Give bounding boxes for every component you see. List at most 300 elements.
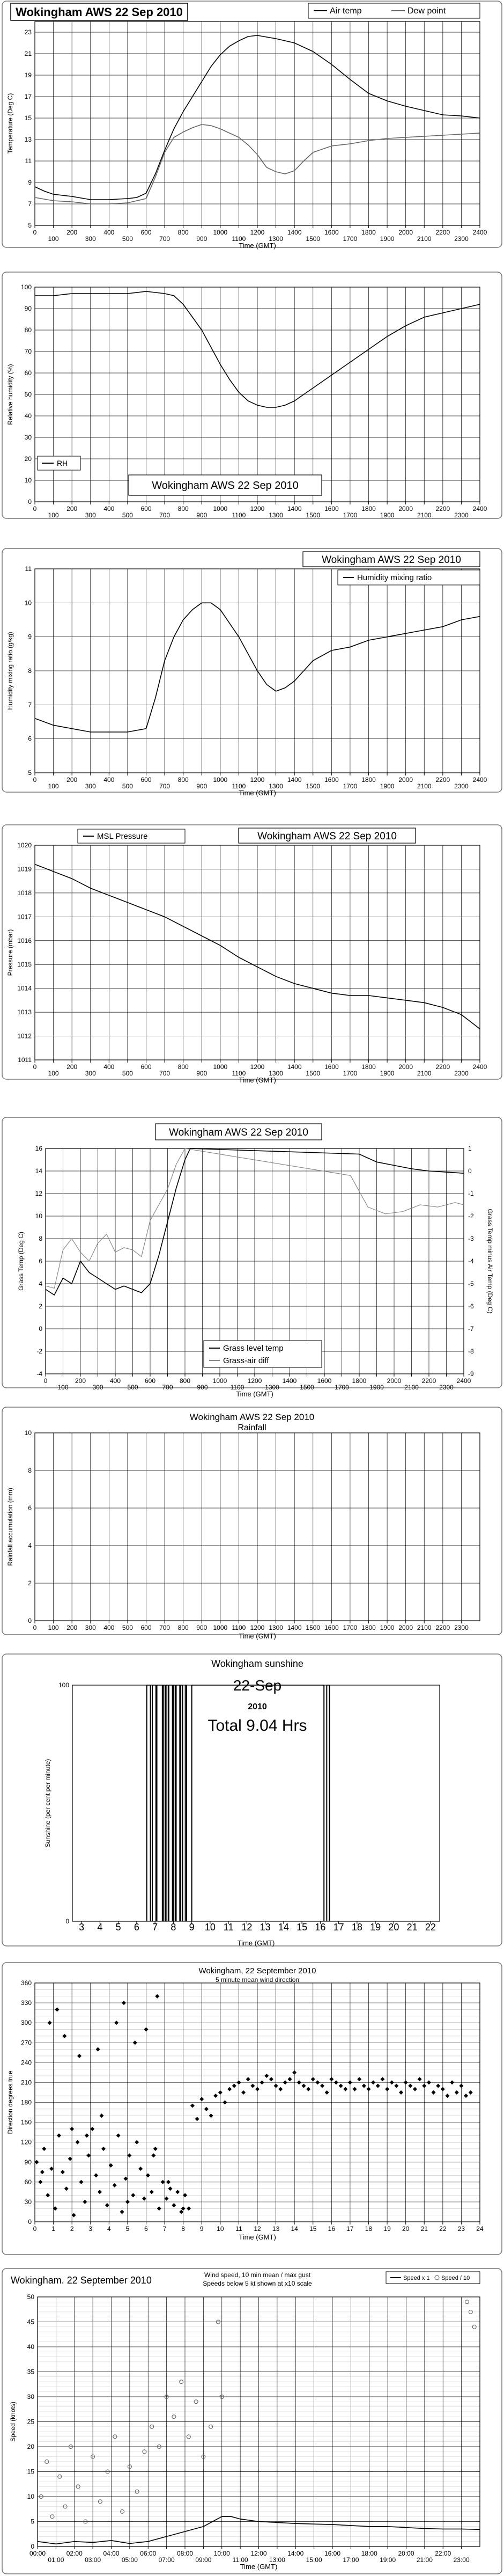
x-tick-label: 1100	[232, 1624, 246, 1631]
x-tick-label: 13	[272, 2225, 280, 2233]
x-tick-label: 0	[33, 229, 37, 236]
chart-9	[0, 2267, 504, 2576]
x-tick-label: 0	[43, 1377, 48, 1385]
x-tick-label: 100	[48, 235, 59, 243]
x-tick-label: 3	[88, 2225, 93, 2233]
x-tick-label: 900	[196, 511, 207, 519]
y-right-tick-label: -3	[468, 1235, 474, 1242]
y-tick-label: 1014	[17, 984, 32, 992]
x-tick-label: 0	[33, 505, 37, 513]
x-tick-label: 1400	[287, 1063, 302, 1071]
x-tick-label: 2300	[454, 235, 469, 243]
panel-frame	[2, 1654, 502, 1946]
x-tick-label: 5	[125, 2225, 130, 2233]
x-tick-label: 1400	[282, 1377, 297, 1385]
x-tick-label: 14:00	[287, 2550, 304, 2557]
x-tick-label: 500	[122, 511, 133, 519]
x-tick-label: 600	[140, 1624, 152, 1631]
y-tick-label: 10	[24, 477, 32, 484]
x-tick-label: 08:00	[176, 2550, 194, 2557]
chart-6	[0, 1406, 504, 1640]
x-tick-label: 05:00	[121, 2556, 138, 2564]
y-tick-label: 8	[28, 667, 32, 675]
x-tick-label: 0	[33, 1063, 37, 1071]
x-tick-label: 300	[85, 1070, 96, 1077]
x-tick-label: 2200	[435, 1063, 450, 1071]
chart-title: Wokingham AWS 22 Sep 2010	[169, 1127, 308, 1138]
y-tick-label: 16	[35, 1145, 42, 1152]
chart-4	[0, 824, 504, 1084]
y-tick-label: 1020	[17, 841, 32, 849]
x-tick-label: 17:00	[343, 2556, 359, 2564]
x-tick-label: 1200	[250, 1624, 265, 1631]
x-tick-label: 1200	[250, 776, 265, 784]
x-tick-label: 6	[144, 2225, 148, 2233]
x-tick-label: 1700	[343, 511, 358, 519]
x-tick-label: 1300	[269, 511, 283, 519]
x-tick-label: 19	[370, 1922, 381, 1933]
x-tick-label: 2400	[472, 1063, 487, 1071]
y-right-axis-title: Grass Temp minus Air Temp (Deg C)	[486, 1209, 494, 1314]
x-tick-label: 1000	[213, 776, 228, 784]
x-tick-label: 12	[241, 1922, 253, 1933]
x-tick-label: 17	[333, 1922, 344, 1933]
x-tick-label: 8	[181, 2225, 186, 2233]
x-tick-label: 800	[179, 1377, 191, 1385]
x-tick-label: 1200	[247, 1377, 262, 1385]
x-tick-label: 2200	[435, 1624, 450, 1631]
y-tick-label: 90	[24, 2158, 32, 2166]
y-axis-title: Temperature (Deg C)	[6, 93, 14, 154]
x-tick-label: 23	[457, 2225, 465, 2233]
y-tick-label: 30	[27, 2393, 34, 2401]
x-tick-label: 800	[177, 1063, 189, 1071]
x-tick-label: 100	[48, 782, 59, 790]
y-tick-label: 0	[28, 1617, 32, 1624]
x-tick-label: 700	[159, 511, 171, 519]
y-tick-label: 360	[20, 1979, 32, 1987]
x-tick-label: 21	[406, 1922, 418, 1933]
y-tick-label: 60	[24, 2178, 32, 2186]
x-tick-label: 1000	[213, 229, 228, 236]
y-tick-label: 11	[25, 157, 32, 165]
x-tick-label: 2300	[454, 511, 469, 519]
y-tick-label: 4	[28, 1542, 32, 1549]
y-tick-label: 5	[31, 2518, 34, 2526]
y-tick-label: 0	[28, 2218, 32, 2226]
y-tick-label: 50	[27, 2293, 34, 2301]
chart-2	[0, 271, 504, 521]
x-tick-label: 3	[79, 1922, 85, 1933]
y-tick-label: 35	[27, 2368, 34, 2376]
x-tick-label: 16	[328, 2225, 336, 2233]
x-tick-label: 2100	[417, 511, 432, 519]
x-tick-label: 800	[177, 1624, 189, 1631]
y-tick-label: 20	[27, 2443, 34, 2450]
y-axis-title: Direction degrees true	[6, 2070, 14, 2134]
x-tick-label: 1000	[213, 1624, 228, 1631]
x-tick-label: 15	[309, 2225, 317, 2233]
y-tick-label: 10	[27, 2493, 34, 2500]
legend-label: Dew point	[407, 6, 446, 16]
x-tick-label: 1200	[250, 1063, 265, 1071]
x-tick-label: 1700	[343, 235, 358, 243]
x-tick-label: 1100	[232, 235, 246, 243]
y-tick-label: 240	[20, 2059, 32, 2067]
chart-year: 2010	[248, 1702, 267, 1711]
x-tick-label: 300	[85, 511, 96, 519]
x-tick-label: 1600	[317, 1377, 332, 1385]
chart-subtitle: 5 minute mean wind direction	[215, 1976, 300, 1984]
chart-subtitle: Wind speed, 10 min mean / max gust	[204, 2271, 311, 2279]
x-tick-label: 1900	[380, 511, 395, 519]
y-tick-label: 40	[24, 412, 32, 420]
x-tick-label: 500	[122, 1624, 133, 1631]
y-tick-label: 1015	[17, 961, 32, 969]
y-tick-label: 30	[24, 2198, 32, 2206]
panel-frame	[2, 1, 502, 247]
y-tick-label: 7	[28, 200, 32, 208]
x-tick-label: 600	[140, 776, 152, 784]
x-tick-label: 2000	[398, 1624, 413, 1631]
x-tick-label: 2000	[398, 229, 413, 236]
x-tick-label: 1100	[232, 782, 246, 790]
y-axis-title: Pressure (mbar)	[6, 929, 14, 976]
y-tick-label: 100	[58, 1681, 69, 1689]
y-tick-label: 0	[31, 2543, 34, 2550]
x-tick-label: 20:00	[398, 2550, 414, 2557]
y-tick-label: 9	[28, 179, 32, 186]
x-tick-label: 100	[48, 1624, 59, 1631]
x-tick-label: 11	[223, 1922, 234, 1933]
x-tick-label: 900	[196, 1070, 207, 1077]
x-tick-label: 900	[196, 782, 207, 790]
x-tick-label: 1900	[380, 782, 395, 790]
y-right-tick-label: -4	[468, 1257, 474, 1265]
y-tick-label: 8	[39, 1235, 42, 1242]
x-tick-label: 2300	[454, 782, 469, 790]
x-tick-label: 2100	[417, 235, 432, 243]
y-tick-label: 1016	[17, 936, 32, 945]
chart-title: Wokingham. 22 September 2010	[11, 2275, 152, 2286]
y-tick-label: -2	[36, 1348, 42, 1355]
x-tick-label: 1500	[306, 511, 321, 519]
y-tick-label: 1019	[17, 865, 32, 873]
x-tick-label: 1300	[269, 782, 283, 790]
x-tick-label: 11:00	[232, 2556, 248, 2564]
y-tick-label: 5	[28, 769, 32, 777]
y-tick-label: 90	[24, 305, 32, 312]
chart-title: Wokingham AWS 22 Sep 2010	[322, 554, 461, 566]
x-tick-label: 900	[196, 235, 207, 243]
legend-label: Humidity mixing ratio	[357, 573, 432, 582]
x-tick-label: 100	[48, 511, 59, 519]
x-tick-label: 900	[196, 1624, 207, 1631]
x-tick-label: 1300	[265, 1384, 279, 1391]
y-tick-label: 210	[20, 2079, 32, 2087]
y-tick-label: 330	[20, 1999, 32, 2007]
x-tick-label: 2000	[398, 1063, 413, 1071]
sunshine-total: Total 9.04 Hrs	[207, 1717, 307, 1735]
x-axis-title: Time (GMT)	[239, 789, 276, 797]
y-tick-label: 40	[27, 2343, 34, 2351]
x-tick-label: 8	[171, 1922, 176, 1933]
legend-label: Grass-air diff	[223, 1356, 269, 1365]
panel-frame	[2, 2268, 502, 2574]
chart-3	[0, 547, 504, 797]
x-tick-label: 1700	[343, 1624, 358, 1631]
y-tick-label: 6	[28, 1504, 32, 1512]
x-tick-label: 2300	[454, 1070, 469, 1077]
x-tick-label: 200	[66, 505, 78, 513]
x-tick-label: 7	[152, 1922, 158, 1933]
x-tick-label: 200	[66, 776, 78, 784]
y-tick-label: 12	[35, 1190, 42, 1197]
x-tick-label: 1800	[361, 229, 376, 236]
y-tick-label: 2	[39, 1302, 42, 1310]
x-tick-label: 800	[177, 776, 189, 784]
x-tick-label: 03:00	[85, 2556, 101, 2564]
x-tick-label: 02:00	[66, 2550, 83, 2557]
y-right-tick-label: -8	[468, 1348, 474, 1355]
x-tick-label: 20	[402, 2225, 410, 2233]
x-tick-label: 1100	[232, 511, 246, 519]
y-tick-label: 17	[24, 93, 32, 100]
x-tick-label: 1500	[306, 782, 321, 790]
x-tick-label: 600	[140, 505, 152, 513]
x-tick-label: 1600	[324, 229, 339, 236]
x-tick-label: 1500	[306, 1070, 321, 1077]
x-tick-label: 1600	[324, 1063, 339, 1071]
x-tick-label: 01:00	[48, 2556, 64, 2564]
y-tick-label: 10	[24, 599, 32, 607]
x-tick-label: 2200	[421, 1377, 436, 1385]
y-right-tick-label: -1	[468, 1190, 474, 1197]
y-tick-label: 45	[27, 2318, 34, 2326]
x-tick-label: 21:00	[416, 2556, 433, 2564]
x-tick-label: 1900	[380, 1624, 395, 1631]
x-tick-label: 600	[140, 1063, 152, 1071]
x-tick-label: 2200	[435, 776, 450, 784]
x-tick-label: 12	[254, 2225, 261, 2233]
x-tick-label: 100	[48, 1070, 59, 1077]
y-right-tick-label: 0	[468, 1167, 472, 1175]
x-tick-label: 1400	[287, 229, 302, 236]
chart-8	[0, 1962, 504, 2257]
y-tick-label: 21	[24, 50, 32, 57]
y-tick-label: 6	[39, 1257, 42, 1265]
x-tick-label: 9	[189, 1922, 195, 1933]
x-tick-label: 700	[162, 1384, 173, 1391]
y-axis-title: Rainfall accumulation (mm)	[6, 1488, 14, 1566]
x-tick-label: 2100	[417, 1624, 432, 1631]
x-tick-label: 1700	[343, 782, 358, 790]
x-tick-label: 700	[159, 782, 171, 790]
x-tick-label: 2200	[435, 505, 450, 513]
y-right-tick-label: -9	[468, 1370, 474, 1378]
y-tick-label: 7	[28, 701, 32, 709]
x-tick-label: 10	[204, 1922, 216, 1933]
y-tick-label: 60	[24, 369, 32, 377]
y-axis-title: Speed (knots)	[9, 2402, 17, 2442]
x-tick-label: 200	[66, 1624, 78, 1631]
x-tick-label: 2400	[472, 776, 487, 784]
y-tick-label: 10	[24, 1429, 32, 1437]
x-tick-label: 900	[197, 1384, 208, 1391]
y-axis-title: Sunshine (per cent per minute)	[44, 1759, 51, 1848]
y-tick-label: 1018	[17, 889, 32, 897]
legend-label: Grass level temp	[223, 1344, 284, 1353]
y-tick-label: 0	[65, 1918, 69, 1925]
x-tick-label: 14	[278, 1922, 289, 1933]
y-tick-label: 4	[39, 1280, 42, 1287]
x-tick-label: 00:00	[29, 2550, 46, 2557]
x-tick-label: 18	[351, 1922, 362, 1933]
x-tick-label: 200	[66, 229, 78, 236]
x-tick-label: 6	[134, 1922, 139, 1933]
x-axis-title: Time (GMT)	[239, 1076, 276, 1084]
chart-5	[0, 1116, 504, 1398]
x-tick-label: 1400	[287, 1624, 302, 1631]
x-tick-label: 500	[122, 782, 133, 790]
y-tick-label: 1011	[18, 1056, 32, 1064]
chart-note: Speeds below 5 kt shown at x10 scale	[203, 2280, 312, 2287]
x-tick-label: 16	[315, 1922, 326, 1933]
x-tick-label: 1600	[324, 505, 339, 513]
x-tick-label: 1800	[361, 1063, 376, 1071]
y-tick-label: -4	[36, 1370, 42, 1378]
panel-frame	[2, 1963, 502, 2255]
y-tick-label: 150	[20, 2118, 32, 2126]
y-tick-label: 11	[25, 565, 32, 573]
legend-label: Speed x 1	[403, 2275, 430, 2281]
x-tick-label: 1400	[287, 505, 302, 513]
x-tick-label: 24	[476, 2225, 484, 2233]
x-tick-label: 1	[51, 2225, 55, 2233]
chart-title: Wokingham AWS 22 Sep 2010	[16, 5, 183, 19]
x-tick-label: 20	[388, 1922, 399, 1933]
x-tick-label: 16:00	[324, 2550, 341, 2557]
y-tick-label: 0	[39, 1325, 42, 1333]
x-tick-label: 1300	[269, 1070, 283, 1077]
y-tick-label: 80	[24, 326, 32, 334]
legend-label: Air temp	[330, 6, 362, 16]
y-tick-label: 1017	[17, 913, 32, 921]
x-axis-title: Time (GMT)	[239, 241, 276, 250]
x-tick-label: 09:00	[195, 2556, 212, 2564]
x-tick-label: 11	[235, 2225, 242, 2233]
y-tick-label: 19	[24, 71, 32, 79]
x-tick-label: 1200	[250, 505, 265, 513]
y-tick-label: 14	[35, 1167, 42, 1175]
x-axis-title: Time (GMT)	[237, 1939, 275, 1947]
x-tick-label: 600	[144, 1377, 156, 1385]
y-axis-title: Relative humidity (%)	[6, 364, 14, 425]
x-tick-label: 12:00	[250, 2550, 267, 2557]
x-tick-label: 300	[92, 1384, 103, 1391]
legend-label: Speed / 10	[441, 2275, 470, 2281]
x-tick-label: 07:00	[158, 2556, 175, 2564]
x-tick-label: 400	[103, 776, 115, 784]
x-tick-label: 19	[383, 2225, 391, 2233]
x-tick-label: 21	[420, 2225, 428, 2233]
legend-label: MSL Pressure	[97, 832, 148, 841]
x-tick-label: 1800	[361, 776, 376, 784]
x-tick-label: 18:00	[361, 2550, 377, 2557]
x-tick-label: 1600	[324, 1624, 339, 1631]
x-tick-label: 1800	[361, 1624, 376, 1631]
legend-label: RH	[57, 459, 68, 467]
y-right-tick-label: -2	[468, 1212, 474, 1220]
x-tick-label: 1000	[213, 1063, 228, 1071]
y-tick-label: 120	[20, 2138, 32, 2146]
x-tick-label: 2000	[387, 1377, 402, 1385]
x-tick-label: 700	[159, 1070, 171, 1077]
x-tick-label: 17	[346, 2225, 354, 2233]
chart-title: Wokingham AWS 22 Sep 2010	[152, 480, 299, 492]
x-tick-label: 600	[140, 229, 152, 236]
x-tick-label: 1500	[306, 235, 321, 243]
x-tick-label: 1100	[230, 1384, 244, 1391]
chart-title: Wokingham AWS 22 Sep 2010	[257, 831, 397, 842]
x-tick-label: 4	[97, 1922, 103, 1933]
x-tick-label: 800	[177, 505, 189, 513]
y-right-tick-label: -5	[468, 1280, 474, 1287]
x-tick-label: 4	[107, 2225, 111, 2233]
x-tick-label: 2300	[454, 1624, 469, 1631]
y-tick-label: 6	[28, 735, 32, 743]
x-tick-label: 0	[33, 2225, 37, 2233]
x-tick-label: 22	[439, 2225, 447, 2233]
x-tick-label: 04:00	[103, 2550, 120, 2557]
x-tick-label: 1100	[232, 1070, 246, 1077]
x-tick-label: 1700	[335, 1384, 349, 1391]
x-tick-label: 2300	[439, 1384, 454, 1391]
x-tick-label: 0	[33, 1624, 37, 1631]
x-tick-label: 19:00	[380, 2556, 396, 2564]
chart-title: Wokingham sunshine	[211, 1658, 303, 1669]
panel-frame	[2, 825, 502, 1079]
x-tick-label: 500	[122, 235, 133, 243]
x-tick-label: 2	[70, 2225, 74, 2233]
x-tick-label: 2100	[417, 782, 432, 790]
x-tick-label: 1400	[287, 776, 302, 784]
y-tick-label: 50	[24, 391, 32, 398]
y-right-tick-label: -7	[468, 1325, 474, 1333]
panel-frame	[2, 1407, 502, 1635]
x-tick-label: 1900	[380, 235, 395, 243]
x-tick-label: 2200	[435, 229, 450, 236]
y-tick-label: 23	[24, 28, 32, 36]
x-tick-label: 300	[85, 1624, 96, 1631]
chart-title: Wokingham, 22 September 2010	[198, 1966, 316, 1975]
y-tick-label: 180	[20, 2098, 32, 2106]
x-tick-label: 7	[162, 2225, 167, 2233]
y-tick-label: 9	[28, 633, 32, 641]
x-tick-label: 1300	[269, 1624, 283, 1631]
y-tick-label: 270	[20, 2039, 32, 2047]
x-axis-title: Time (GMT)	[236, 1390, 273, 1398]
chart-subtitle: 22-Sep	[233, 1677, 282, 1694]
x-tick-label: 15	[297, 1922, 308, 1933]
x-tick-label: 13:00	[269, 2556, 285, 2564]
x-tick-label: 2400	[472, 505, 487, 513]
x-tick-label: 400	[103, 229, 115, 236]
x-tick-label: 1900	[369, 1384, 384, 1391]
chart-subtitle: Rainfall	[238, 1423, 266, 1432]
x-tick-label: 0	[33, 776, 37, 784]
x-tick-label: 2400	[472, 229, 487, 236]
